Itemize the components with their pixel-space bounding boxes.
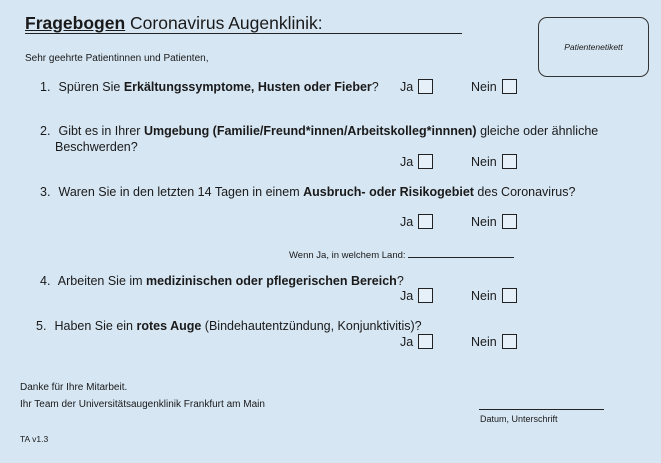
question-emphasis: Erkältungssymptome, Husten oder Fieber [123, 80, 372, 94]
country-followup [289, 247, 514, 261]
yes-label: Ja [400, 79, 414, 94]
country-followup-label: Wenn Ja, in welchem Land: [289, 250, 406, 261]
question-5 [36, 319, 422, 333]
no-label: Nein [471, 214, 497, 229]
no-label: Nein [471, 288, 497, 303]
version-label: TA v1.3 [20, 434, 49, 444]
yes-label: Ja [400, 334, 414, 349]
question-text: Waren Sie in den letzten 14 Tagen in einem [58, 185, 304, 199]
greeting: Sehr geehrte Patientinnen und Patienten, [25, 53, 209, 64]
question-text-end: ? [396, 274, 404, 288]
q3-no-checkbox[interactable] [502, 214, 517, 229]
q5-yes [400, 334, 433, 349]
form-title-rest: Coronavirus Augenklinik: [125, 13, 323, 33]
question-emphasis: Umgebung (Familie/Freund*innen/Arbeitskolleg*innnen) [143, 124, 477, 138]
question-text-end: (Bindehautentzündung, Konjunktivitis)? [201, 319, 422, 333]
question-emphasis: rotes Auge [136, 319, 202, 333]
yes-label: Ja [400, 154, 414, 169]
q3-yes-checkbox[interactable] [418, 214, 433, 229]
q1-no-checkbox[interactable] [502, 79, 517, 94]
question-text-end: ? [371, 80, 379, 94]
q1-no [471, 79, 517, 94]
q2-yes-checkbox[interactable] [418, 154, 433, 169]
patient-label-box [538, 17, 649, 77]
q1-yes-checkbox[interactable] [418, 79, 433, 94]
q5-no [471, 334, 517, 349]
q2-no [471, 154, 517, 169]
question-text-end: des Coronavirus? [473, 185, 576, 199]
question-4 [40, 274, 404, 288]
question-2 [40, 124, 598, 138]
question-3 [40, 185, 575, 199]
title-underline [25, 33, 462, 34]
q4-yes-checkbox[interactable] [418, 288, 433, 303]
q5-no-checkbox[interactable] [502, 334, 517, 349]
question-emphasis: Ausbruch- oder Risikogebiet [303, 185, 474, 199]
closing-team: Ihr Team der Universitätsaugenklinik Frankfurt am Main [20, 399, 265, 410]
q4-no-checkbox[interactable] [502, 288, 517, 303]
no-label: Nein [471, 154, 497, 169]
q3-no [471, 214, 517, 229]
no-label: Nein [471, 79, 497, 94]
q1-yes [400, 79, 433, 94]
q2-no-checkbox[interactable] [502, 154, 517, 169]
form-title-bold: Fragebogen [25, 13, 126, 33]
q3-yes [400, 214, 433, 229]
question-text: Haben Sie ein [54, 319, 137, 333]
q5-yes-checkbox[interactable] [418, 334, 433, 349]
question-number: 1. [40, 80, 51, 94]
question-text-end: gleiche oder ähnliche [476, 124, 599, 138]
q2-yes [400, 154, 433, 169]
question-text: Gibt es in Ihrer [58, 124, 144, 138]
q4-yes [400, 288, 433, 303]
question-text: Spüren Sie [58, 80, 124, 94]
question-number: 2. [40, 124, 51, 138]
question-1 [40, 80, 379, 94]
form-title [25, 13, 323, 34]
question-number: 5. [36, 319, 47, 333]
question-2-continuation: Beschwerden? [55, 140, 138, 154]
country-input-line[interactable] [408, 247, 514, 258]
q4-no [471, 288, 517, 303]
yes-label: Ja [400, 288, 414, 303]
question-number: 4. [40, 274, 51, 288]
no-label: Nein [471, 334, 497, 349]
yes-label: Ja [400, 214, 414, 229]
question-emphasis: medizinischen oder pflegerischen Bereich [146, 274, 397, 288]
question-text: Arbeiten Sie im [57, 274, 147, 288]
signature-label: Datum, Unterschrift [480, 414, 558, 424]
patient-label-text: Patientenetikett [564, 42, 623, 52]
closing-thanks: Danke für Ihre Mitarbeit. [20, 382, 128, 393]
signature-line[interactable] [479, 409, 604, 410]
question-number: 3. [40, 185, 51, 199]
